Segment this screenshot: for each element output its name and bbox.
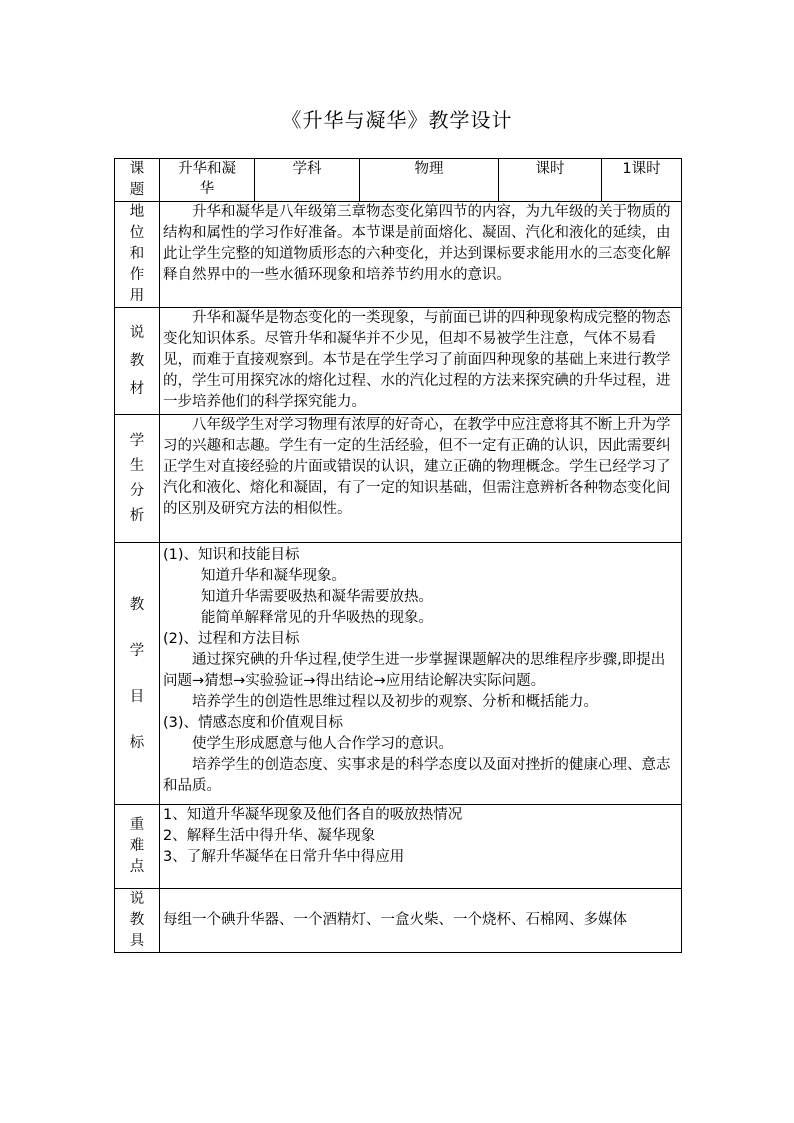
goals-label: 教 学 目 标	[115, 543, 160, 805]
students-label: 学 生 分 析	[115, 415, 160, 543]
goal2-item: 培养学生的创造性思维过程以及初步的观察、分析和概括能力。	[192, 694, 598, 710]
equipment-row	[115, 889, 682, 953]
goal3-item: 使学生形成愿意与他人合作学习的意识。	[192, 736, 453, 752]
position-text: 升华和凝华是八年级第三章物态变化第四节的内容，为九年级的关于物质的结构和属性的学习作好准备。本节课是前面熔化、凝固、汽化和液化的延续，由此让学生完整的知道物质形态的六种变化，并达到课标要求能用水的三态变化解释自然界中的一些水循环现象和培养节约用水的意识。	[160, 202, 682, 308]
equipment-label: 说 教 具	[115, 889, 160, 953]
subject-label: 学科	[255, 159, 360, 202]
students-row	[115, 415, 682, 543]
goal3-title: (3)、情感态度和价值观目标	[163, 715, 344, 731]
period-value: 1课时	[602, 159, 682, 202]
goal3-item: 培养学生的创造态度、实事求是的科学态度以及面对挫折的健康心理、意志和品质。	[163, 757, 671, 794]
position-label: 地 位 和 作 用	[115, 202, 160, 308]
goal1-item: 能简单解释常见的升华吸热的现象。	[201, 610, 433, 626]
textbook-text: 升华和凝华是物态变化的一类现象，与前面已讲的四种现象构成完整的物态变化知识体系。尽管升华和凝华并不少见，但却不易被学生注意，气体不易看见，而难于直接观察到。本节是在学生学习了前面四种现象的基础上来进行教学的，学生可用探究冰的熔化过程、水的汽化过程的方法来探究碘的升华过程，进一步培养他们的科学探究能力。	[160, 308, 682, 415]
goal2-title: (2)、过程和方法目标	[163, 631, 300, 647]
goal1-item: 知道升华需要吸热和凝华需要放热。	[201, 589, 433, 605]
key-point-item: 1、知道升华凝华现象及他们各自的吸放热情况	[163, 807, 463, 823]
key-point-item: 2、解释生活中得升华、凝华现象	[163, 828, 376, 844]
subject-value: 物理	[360, 159, 499, 202]
topic-label: 课 题	[115, 159, 160, 202]
page-title: 《升华与凝华》教学设计	[281, 108, 513, 132]
key-points-row	[115, 805, 682, 889]
lesson-plan-table	[114, 158, 682, 953]
key-points-label: 重 难 点	[115, 805, 160, 889]
key-point-item: 3、了解升华凝华在日常升华中得应用	[163, 849, 405, 865]
goal1-title: (1)、知识和技能目标	[163, 547, 300, 563]
header-row	[115, 159, 682, 202]
students-text: 八年级学生对学习物理有浓厚的好奇心，在教学中应注意将其不断上升为学习的兴趣和志趣。学生有一定的生活经验，但不一定有正确的认识，因此需要纠正学生对直接经验的片面或错误的认识，建立正确的物理概念。学生已经学习了汽化和液化、熔化和凝固，有了一定的知识基础，但需注意辨析各种物态变化间的区别及研究方法的相似性。	[160, 415, 682, 543]
goals-text	[160, 543, 682, 805]
topic-value: 升华和凝 华	[160, 159, 255, 202]
key-points-text	[160, 805, 682, 889]
goals-row	[115, 543, 682, 805]
textbook-row	[115, 308, 682, 415]
equipment-text: 每组一个碘升华器、一个酒精灯、一盒火柴、一个烧杯、石棉网、多媒体	[160, 889, 682, 953]
position-row	[115, 202, 682, 308]
goal2-item: 通过探究碘的升华过程,使学生进一步掌握课题解决的思维程序步骤,即提出问题→猜想→实验验证→得出结论→应用结论解决实际问题。	[163, 652, 666, 689]
textbook-label: 说 教 材	[115, 308, 160, 415]
period-label: 课时	[499, 159, 602, 202]
goal1-item: 知道升华和凝华现象。	[201, 568, 346, 584]
